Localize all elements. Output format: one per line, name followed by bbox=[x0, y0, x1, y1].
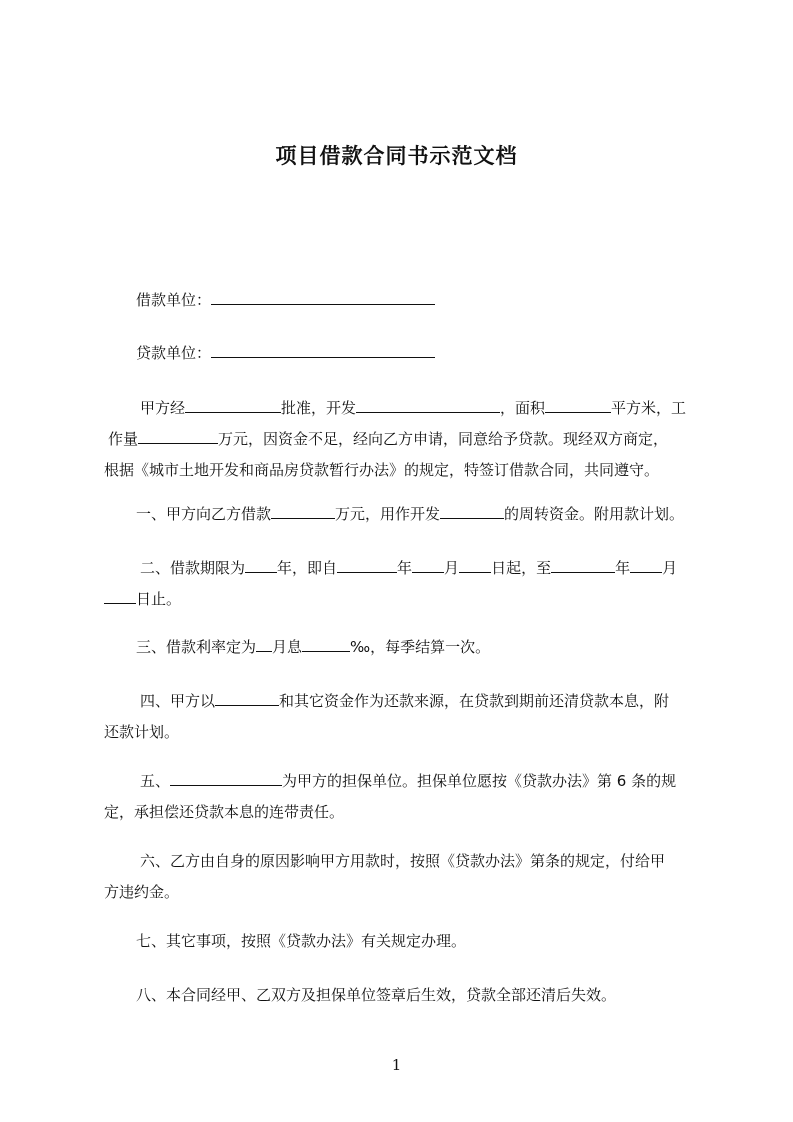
approval-blank bbox=[185, 397, 281, 413]
repayment-source-blank bbox=[215, 690, 279, 706]
p5-text-c: 还款计划。 bbox=[104, 723, 180, 741]
purpose-blank bbox=[440, 503, 504, 519]
p6-text-a: 五、 bbox=[140, 772, 171, 790]
p3-text-e: 日起，至 bbox=[491, 559, 552, 577]
p1-text-f: 万元，因资金不足，经向乙方申请，同意给予贷款。现经双方商定， bbox=[218, 430, 669, 448]
p9-text: 八、本合同经甲、乙双方及担保单位签章后生效，贷款全部还清后失效。 bbox=[136, 986, 617, 1004]
end-month-blank bbox=[630, 557, 662, 573]
rate-type-blank bbox=[256, 636, 272, 652]
p3-text-h: 日止。 bbox=[136, 590, 182, 608]
p3-text-a: 二、借款期限为 bbox=[140, 559, 246, 577]
start-day-blank bbox=[459, 557, 491, 573]
lender-line bbox=[104, 339, 704, 367]
p2-text-c: 的周转资金。附用款计划。 bbox=[504, 505, 685, 523]
project-blank bbox=[356, 397, 500, 413]
monthly-rate-blank bbox=[302, 636, 350, 652]
term-years-blank bbox=[245, 557, 277, 573]
p3-text-d: 月 bbox=[444, 559, 460, 577]
p3-text-g: 月 bbox=[662, 559, 678, 577]
lender-blank bbox=[211, 342, 435, 358]
document-title: 项目借款合同书示范文档 bbox=[275, 144, 518, 168]
p1-text-b: 批准，开发 bbox=[281, 399, 357, 417]
paragraph-clause-1 bbox=[104, 500, 704, 528]
p7-text-a: 六、乙方由自身的原因影响甲方用款时，按照《贷款办法》第条的规定，付给甲 bbox=[140, 852, 666, 870]
paragraph-clause-2 bbox=[104, 554, 704, 613]
area-blank bbox=[545, 397, 611, 413]
paragraph-clause-5 bbox=[104, 767, 704, 826]
p5-text-b: 和其它资金作为还款来源，在贷款到期前还清贷款本息，附 bbox=[279, 692, 670, 710]
p1-text-c: ，面积 bbox=[500, 399, 546, 417]
paragraph-clause-3 bbox=[104, 633, 704, 661]
p6-text-b: 为甲方的担保单位。担保单位愿按《贷款办法》第 6 条的规 bbox=[282, 772, 677, 790]
p8-text: 七、其它事项，按照《贷款办法》有关规定办理。 bbox=[136, 932, 467, 950]
p1-text-e: 作量 bbox=[108, 430, 139, 448]
loan-amount-blank bbox=[271, 503, 335, 519]
p6-text-c: 定，承担偿还贷款本息的连带责任。 bbox=[104, 803, 345, 821]
paragraph-clause-7 bbox=[104, 927, 704, 955]
p1-text-d: 平方米，工 bbox=[611, 399, 687, 417]
paragraph-clause-8 bbox=[104, 981, 704, 1009]
start-month-blank bbox=[412, 557, 444, 573]
end-year-blank bbox=[551, 557, 615, 573]
borrower-label: 借款单位： bbox=[136, 291, 212, 309]
paragraph-clause-6 bbox=[104, 847, 704, 906]
page-number: 1 bbox=[391, 1056, 402, 1074]
p1-text-g: 根据《城市土地开发和商品房贷款暂行办法》的规定，特签订借款合同，共同遵守。 bbox=[104, 461, 660, 479]
p3-text-b: 年，即自 bbox=[277, 559, 338, 577]
p2-text-b: 万元，用作开发 bbox=[335, 505, 441, 523]
start-year-blank bbox=[337, 557, 397, 573]
workload-blank bbox=[138, 428, 218, 444]
guarantor-blank bbox=[170, 770, 282, 786]
lender-label: 贷款单位： bbox=[136, 344, 212, 362]
paragraph-clause-4 bbox=[104, 687, 704, 746]
end-day-blank bbox=[104, 588, 136, 604]
borrower-line bbox=[104, 286, 704, 314]
p4-text-a: 三、借款利率定为 bbox=[136, 638, 257, 656]
p4-text-c: ‰，每季结算一次。 bbox=[350, 638, 491, 656]
borrower-blank bbox=[211, 289, 435, 305]
p2-text-a: 一、甲方向乙方借款 bbox=[136, 505, 272, 523]
p1-text-a: 甲方经 bbox=[140, 399, 186, 417]
p5-text-a: 四、甲方以 bbox=[140, 692, 216, 710]
p4-text-b: 月息 bbox=[272, 638, 303, 656]
paragraph-preamble bbox=[104, 394, 704, 484]
p3-text-c: 年 bbox=[397, 559, 413, 577]
p7-text-b: 方违约金。 bbox=[104, 883, 180, 901]
p3-text-f: 年 bbox=[615, 559, 631, 577]
